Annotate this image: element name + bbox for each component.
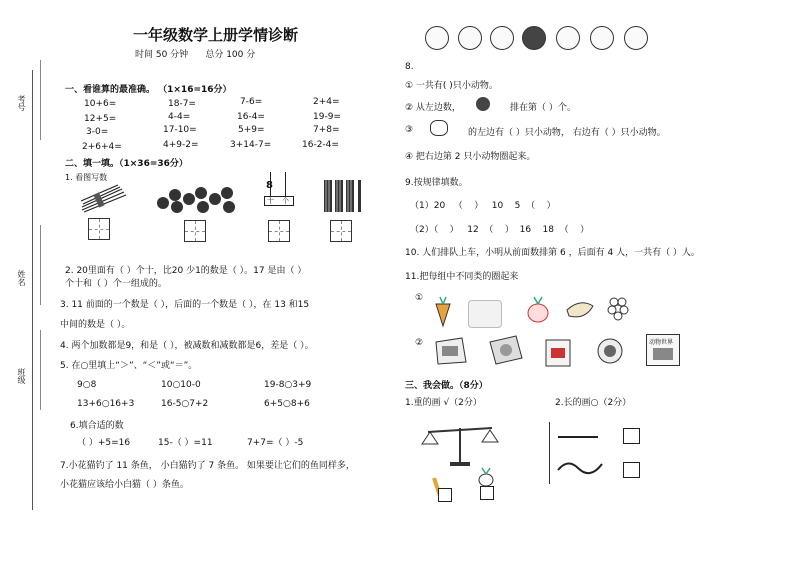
class-label: 班级	[17, 368, 26, 384]
animal-world-book-picture	[646, 334, 680, 366]
calc-item: 16-4=	[237, 112, 265, 122]
q6: 6.填合适的数	[70, 421, 124, 431]
name-blank[interactable]	[40, 225, 41, 305]
milk-carton-picture	[543, 334, 573, 368]
q1-label: 1. 看图写数	[65, 173, 108, 182]
q11: 11.把每组中不同类的圈起来	[405, 272, 519, 282]
q9-sequence-1: （1）20 （ ） 10 5 （ ）	[410, 201, 556, 211]
class-blank[interactable]	[40, 330, 41, 410]
calc-item: 4-4=	[168, 112, 191, 122]
calc-item: 7-6=	[240, 97, 263, 107]
q5: 5. 在○里填上“＞”、“＜”或“＝”。	[60, 361, 198, 371]
calc-item: 2+4=	[313, 97, 340, 107]
chicken-picture	[522, 26, 546, 50]
q8: 8.	[405, 62, 414, 72]
section3-heading: 三、我会做。（8分）	[405, 381, 488, 391]
calc-item: 3+14-7=	[230, 140, 272, 150]
compare-item: 19-8○3+9	[264, 380, 312, 390]
page-subtitle: 时间 50 分钟 总分 100 分	[135, 50, 256, 60]
pepper-picture	[565, 298, 595, 320]
calc-item: 12+5=	[84, 114, 117, 124]
wavy-line	[556, 458, 606, 480]
fill-item: 15-（ ）=11	[158, 438, 213, 448]
section3-q1: 1.重的画 √（2分）	[405, 398, 482, 408]
abacus-beads: 8	[266, 180, 273, 191]
q8-1: ① 一共有( )只小动物。	[405, 81, 498, 91]
carrot-picture	[432, 296, 454, 328]
section1-heading: 一、看谁算的最准确。 （1×16=16分）	[65, 85, 232, 95]
tiger-picture	[458, 26, 482, 50]
answer-box-3[interactable]	[268, 220, 290, 242]
grapes-picture	[606, 294, 630, 324]
q4: 4. 两个加数都是9，和是（ ），被减数和减数都是6，差是（ ）。	[60, 341, 314, 351]
section3-q2: 2.长的画○（2分）	[555, 398, 632, 408]
calc-item: 5+9=	[238, 125, 265, 135]
name-label: 姓名	[17, 270, 26, 286]
compare-item: 16-5○7+2	[161, 399, 209, 409]
page-title: 一年级数学上册学情诊断	[133, 26, 299, 44]
compare-item: 6+5○8+6	[264, 399, 310, 409]
q2-line1: 2. 20里面有（ ）个十，比20 少1的数是（ ）。17 是由（ ）	[65, 266, 307, 276]
compare-item: 13+6○16+3	[77, 399, 135, 409]
q9-sequence-2: （2）（ ） 12 （ ） 16 18 （ ）	[410, 225, 590, 235]
q8-3a: ③	[405, 125, 414, 135]
cabbage-picture	[468, 300, 502, 328]
snack-bag-picture	[432, 336, 468, 366]
mouse-picture	[425, 26, 449, 50]
sheep-picture	[624, 26, 648, 50]
straight-line	[558, 436, 598, 438]
exam-number-blank[interactable]	[40, 60, 41, 140]
fill-item: （ ）+5=16	[77, 438, 131, 448]
calc-item: 17-10=	[163, 125, 197, 135]
goat-picture	[556, 26, 580, 50]
binding-line	[32, 70, 33, 510]
answer-square-carrot[interactable]	[438, 488, 452, 502]
panda-picture	[590, 26, 614, 50]
group1-label: ①	[415, 293, 424, 303]
calc-item: 3-0=	[86, 127, 109, 137]
start-line	[549, 422, 550, 484]
calc-item: 18-7=	[168, 99, 196, 109]
exam-number-label: 考号	[17, 95, 26, 111]
section2-heading: 二、填一填。（1×36=36分）	[65, 159, 188, 169]
chicken-small-picture	[476, 97, 490, 111]
compare-item: 9○8	[77, 380, 97, 390]
q3-line2: 中间的数是（ ）。	[60, 320, 131, 330]
book-title: 动物世界	[649, 339, 674, 346]
q8-2a: ② 从左边数，	[405, 103, 461, 113]
radish-picture	[524, 296, 552, 324]
answer-square-radish[interactable]	[480, 486, 494, 500]
abacus-ones-label: 个	[282, 197, 289, 205]
q7-line2: 小花猫应该给小白猫（ ）条鱼。	[60, 480, 189, 490]
apples-illustration	[155, 183, 239, 215]
calc-item: 16-2-4=	[302, 140, 339, 150]
answer-box-4[interactable]	[330, 220, 352, 242]
q10: 10. 人们排队上车，小明从前面数排第 6 ，后面有 4 人，一共有（ ）人。	[405, 248, 700, 258]
calc-item: 19-9=	[313, 112, 341, 122]
fill-item: 7+7=（ ）-5	[247, 438, 304, 448]
answer-box-1[interactable]	[88, 218, 110, 240]
tiger-small-picture	[430, 120, 448, 136]
calc-item: 4+9-2=	[163, 140, 199, 150]
stick-bundle-illustration	[80, 183, 128, 215]
abacus-tens-label: 十	[267, 197, 274, 205]
calc-item: 7+8=	[313, 125, 340, 135]
q2-line2: 个十和（ ）个一组成的。	[65, 279, 167, 289]
q3-line1: 3. 11 前面的一个数是（ ），后面的一个数是（ ），在 13 和15	[60, 300, 310, 310]
q8-4: ④ 把右边第 2 只小动物圈起来。	[405, 152, 536, 162]
compare-item: 10○10-0	[161, 380, 201, 390]
q7-line1: 7.小花猫钓了 11 条鱼， 小白猫钓了 7 条鱼。 如果要让它们的鱼同样多，	[60, 461, 355, 471]
food-box-picture	[488, 334, 524, 366]
calc-item: 2+6+4=	[82, 142, 122, 152]
answer-box-2[interactable]	[184, 220, 206, 242]
cup-picture	[596, 336, 624, 366]
q8-2b: 排在第（ ）个。	[510, 103, 576, 113]
bird-picture	[490, 26, 514, 50]
upright-sticks-illustration	[322, 178, 366, 214]
calc-item: 10+6=	[84, 99, 117, 109]
answer-square-wavy[interactable]	[623, 462, 640, 478]
q8-3b: 的左边有（ ）只小动物， 右边有（ ）只小动物。	[468, 128, 666, 138]
q9: 9.按规律填数。	[405, 178, 468, 188]
group2-label: ②	[415, 338, 424, 348]
answer-square-straight[interactable]	[623, 428, 640, 444]
